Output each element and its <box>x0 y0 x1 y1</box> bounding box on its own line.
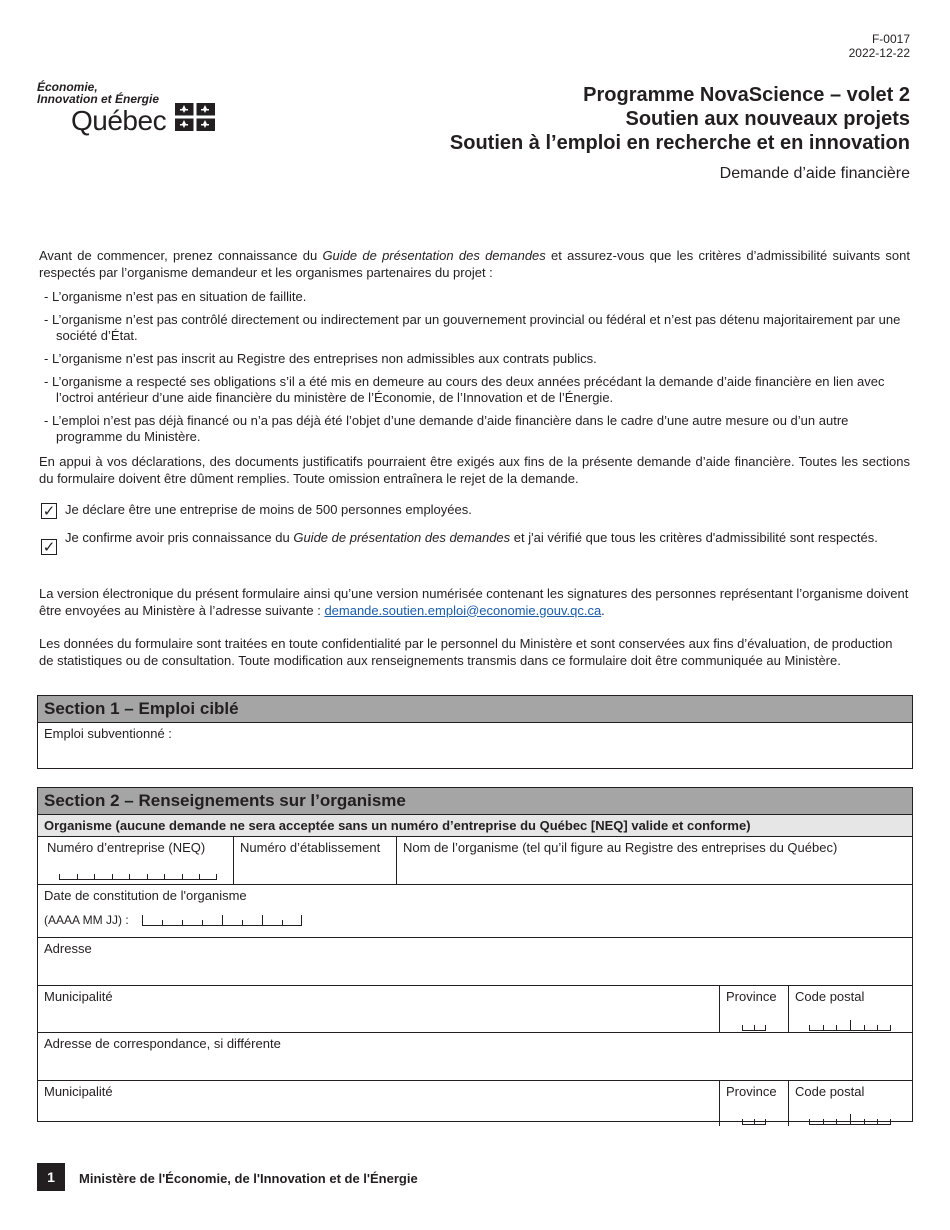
nom-organisme-label: Nom de l’organisme (tel qu’il figure au Registre des entreprises du Québec) <box>403 840 838 855</box>
section-1 <box>37 695 913 769</box>
municipalite-correspondance-label: Municipalité <box>44 1084 113 1099</box>
footer-ministry: Ministère de l'Économie, de l'Innovation et de l'Énergie <box>79 1171 418 1186</box>
neq-label: Numéro d’entreprise (NEQ) <box>47 840 206 855</box>
title-line-2: Soutien aux nouveaux projets <box>625 108 910 130</box>
adresse-correspondance-field[interactable] <box>38 1033 912 1081</box>
province-label: Province <box>726 989 777 1004</box>
form-number: F-0017 <box>871 32 910 46</box>
code-postal-correspondance-field[interactable] <box>788 1081 912 1126</box>
criteria-item: - L’organisme n’est pas contrôlé directement ou indirectement par un gouvernement provincial ou fédéral et n’est pas détenu majoritairement par une société d’État. <box>44 312 901 343</box>
municipalite-label: Municipalité <box>44 989 113 1004</box>
page-number: 1 <box>37 1163 65 1191</box>
section-2 <box>37 787 913 1122</box>
municipalite-correspondance-field[interactable] <box>38 1081 720 1126</box>
neq-field[interactable] <box>41 837 234 884</box>
guide-title: Guide de présentation des demandes <box>322 248 546 263</box>
submission-paragraph: La version électronique du présent formulaire ainsi qu’une version numérisée contenant les signatures des personnes représentant l’organisme doivent être envoyées au Ministère à l’adresse suivante : demande.soutien.emploi@economie.gouv.qc.ca. <box>39 586 909 618</box>
criteria-item: - L’organisme a respecté ses obligations s’il a été mis en demeure au cours des deux années précédant la demande d’aide financière en lien avec l’octroi antérieur d’une aide financière du ministère de l’Économie, de l’Innovation et de l’Énergie. <box>44 374 885 405</box>
nom-organisme-field[interactable] <box>396 837 912 884</box>
neq-digit-boxes <box>59 871 217 880</box>
municipalite-correspondance-row <box>38 1081 912 1126</box>
etablissement-label: Numéro d’établissement <box>240 840 381 855</box>
code-postal-label: Code postal <box>795 989 865 1004</box>
municipalite-row <box>38 986 912 1033</box>
submission-email-link[interactable]: demande.soutien.emploi@economie.gouv.qc.ca <box>324 602 602 618</box>
etablissement-field[interactable] <box>233 837 397 884</box>
code-postal-boxes <box>809 1022 891 1031</box>
logo-ministry: Économie, Innovation et Énergie <box>37 80 160 106</box>
declaration-checkbox[interactable]: ✓ <box>42 503 56 520</box>
province-field[interactable] <box>719 986 789 1032</box>
fleur-de-lis-flag-icon <box>175 103 215 131</box>
province-correspondance-field[interactable] <box>719 1081 789 1126</box>
intro-paragraph: Avant de commencer, prenez connaissance du Guide de présentation des demandes et assurez-vous que les critères d’admissibilité suivants sont respectés par l’organisme demandeur et les organismes partenaires du projet : <box>39 248 910 280</box>
quebec-logo <box>37 81 227 143</box>
confirmation-checkbox[interactable]: ✓ <box>42 539 56 556</box>
province-letter-boxes <box>742 1022 766 1031</box>
code-postal-correspondance-boxes <box>809 1116 891 1125</box>
identification-row <box>38 837 912 885</box>
code-postal-correspondance-label: Code postal <box>795 1084 865 1099</box>
code-postal-field[interactable] <box>788 986 912 1032</box>
confirmation-label: Je confirme avoir pris connaissance du Guide de présentation des demandes et j'ai vérifié que tous les critères d'admissibilité sont respectés. <box>65 530 878 545</box>
municipalite-field[interactable] <box>38 986 720 1032</box>
emploi-subventionne-field[interactable] <box>38 723 912 768</box>
logo-quebec-word: Québec <box>71 105 167 136</box>
criteria-item: - L’emploi n’est pas déjà financé ou n’a pas déjà été l’objet d’une demande d’aide financière dans le cadre d’une autre mesure ou d’un autre programme du Ministère. <box>44 413 849 444</box>
date-digit-boxes <box>142 917 302 926</box>
form-subtitle: Demande d’aide financière <box>719 165 910 182</box>
declaration-label: Je déclare être une entreprise de moins de 500 personnes employées. <box>65 502 472 517</box>
date-constitution-field[interactable] <box>38 885 912 938</box>
adresse-correspondance-label: Adresse de correspondance, si différente <box>44 1036 281 1051</box>
emploi-subventionne-label: Emploi subventionné : <box>44 726 172 741</box>
section-2-subheader: Organisme (aucune demande ne sera acceptée sans un numéro d’entreprise du Québec [NEQ] valide et conforme) <box>38 815 912 837</box>
form-date: 2022-12-22 <box>848 46 910 60</box>
adresse-label: Adresse <box>44 941 92 956</box>
criteria-item: - L’organisme n’est pas inscrit au Registre des entreprises non admissibles aux contrats publics. <box>44 351 597 366</box>
criteria-item: - L’organisme n’est pas en situation de faillite. <box>44 289 307 304</box>
form-title <box>450 83 910 155</box>
confidentiality-paragraph: Les données du formulaire sont traitées en toute confidentialité par le personnel du Ministère et sont conservées aux fins d’évaluation, de production de statistiques ou de consultation. Toute modification aux renseignements transmis dans ce formulaire doit être communiquée au Ministère. <box>39 636 893 668</box>
adresse-field[interactable] <box>38 938 912 986</box>
date-format-label: (AAAA MM JJ) : <box>44 913 129 927</box>
date-constitution-label: Date de constitution de l'organisme <box>44 888 247 903</box>
criteria-list <box>44 289 910 452</box>
justification-paragraph: En appui à vos déclarations, des documents justificatifs pourraient être exigés aux fins de la présente demande d’aide financière. Toutes les sections du formulaire doivent être dûment remplies. Toute omission entraînera le rejet de la demande. <box>39 454 910 486</box>
section-1-header: Section 1 – Emploi ciblé <box>38 696 912 723</box>
province-correspondance-letter-boxes <box>742 1116 766 1125</box>
title-line-3: Soutien à l’emploi en recherche et en innovation <box>449 132 910 154</box>
section-2-header: Section 2 – Renseignements sur l’organisme <box>38 788 912 815</box>
province-correspondance-label: Province <box>726 1084 777 1099</box>
title-line-1: Programme NovaScience – volet 2 <box>583 84 910 106</box>
form-code <box>849 32 910 60</box>
